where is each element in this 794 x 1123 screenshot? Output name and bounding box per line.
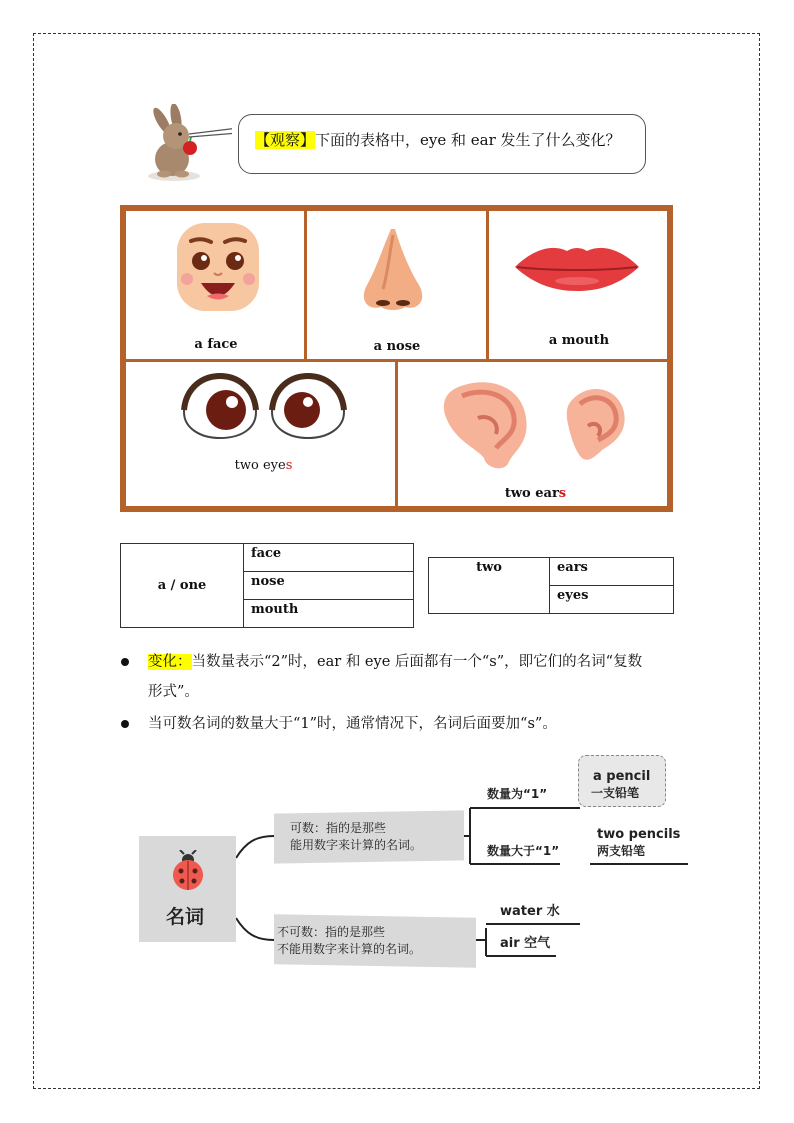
countable-definition: 可数：指的是那些 能用数字来计算的名词。 [290,821,423,852]
example-more-zh: 两支铅笔 [597,844,646,858]
noun-cell: face [244,544,414,572]
root-label: 名词 [166,906,205,928]
noun-cell: nose [244,572,414,600]
noun-cell: ears [550,558,674,586]
mouth-caption: a mouth [548,333,610,348]
noun-cell: eyes [550,586,674,614]
example-air: air 空气 [500,936,551,951]
quantity-one-label: 数量为“1” [487,787,548,801]
observe-question: 【观察】下面的表格中，eye 和 ear 发生了什么变化？ [255,131,621,149]
uncountable-definition: 不可数：指的是那些 不能用数字来计算的名词。 [277,925,422,956]
nose-caption: a nose [373,339,421,354]
quantity-more-label: 数量大于“1” [487,844,560,858]
bullet-rule: 当可数名词的数量大于“1”时，通常情况下，名词后面要加“s”。 [148,709,688,739]
quantity-one: a / one [121,544,244,628]
example-water: water 水 [500,904,560,919]
observe-tag: 【观察】 [255,131,316,149]
ladybug-icon [170,850,206,892]
noun-cell: mouth [244,600,414,628]
example-one-en: a pencil [593,769,651,784]
eyes-caption: two eyes [234,458,293,473]
face-caption: a face [194,337,238,352]
example-more-en: two pencils [597,827,681,842]
change-label: 变化： [148,654,192,670]
bullet-change: 变化：当数量表示“2”时，ear 和 eye 后面都有一个“s”，即它们的名词“复数 形式”。 [148,647,688,707]
example-one-zh: 一支铅笔 [591,786,640,800]
quantity-two: two [429,558,550,614]
ears-caption: two ears [504,486,567,501]
